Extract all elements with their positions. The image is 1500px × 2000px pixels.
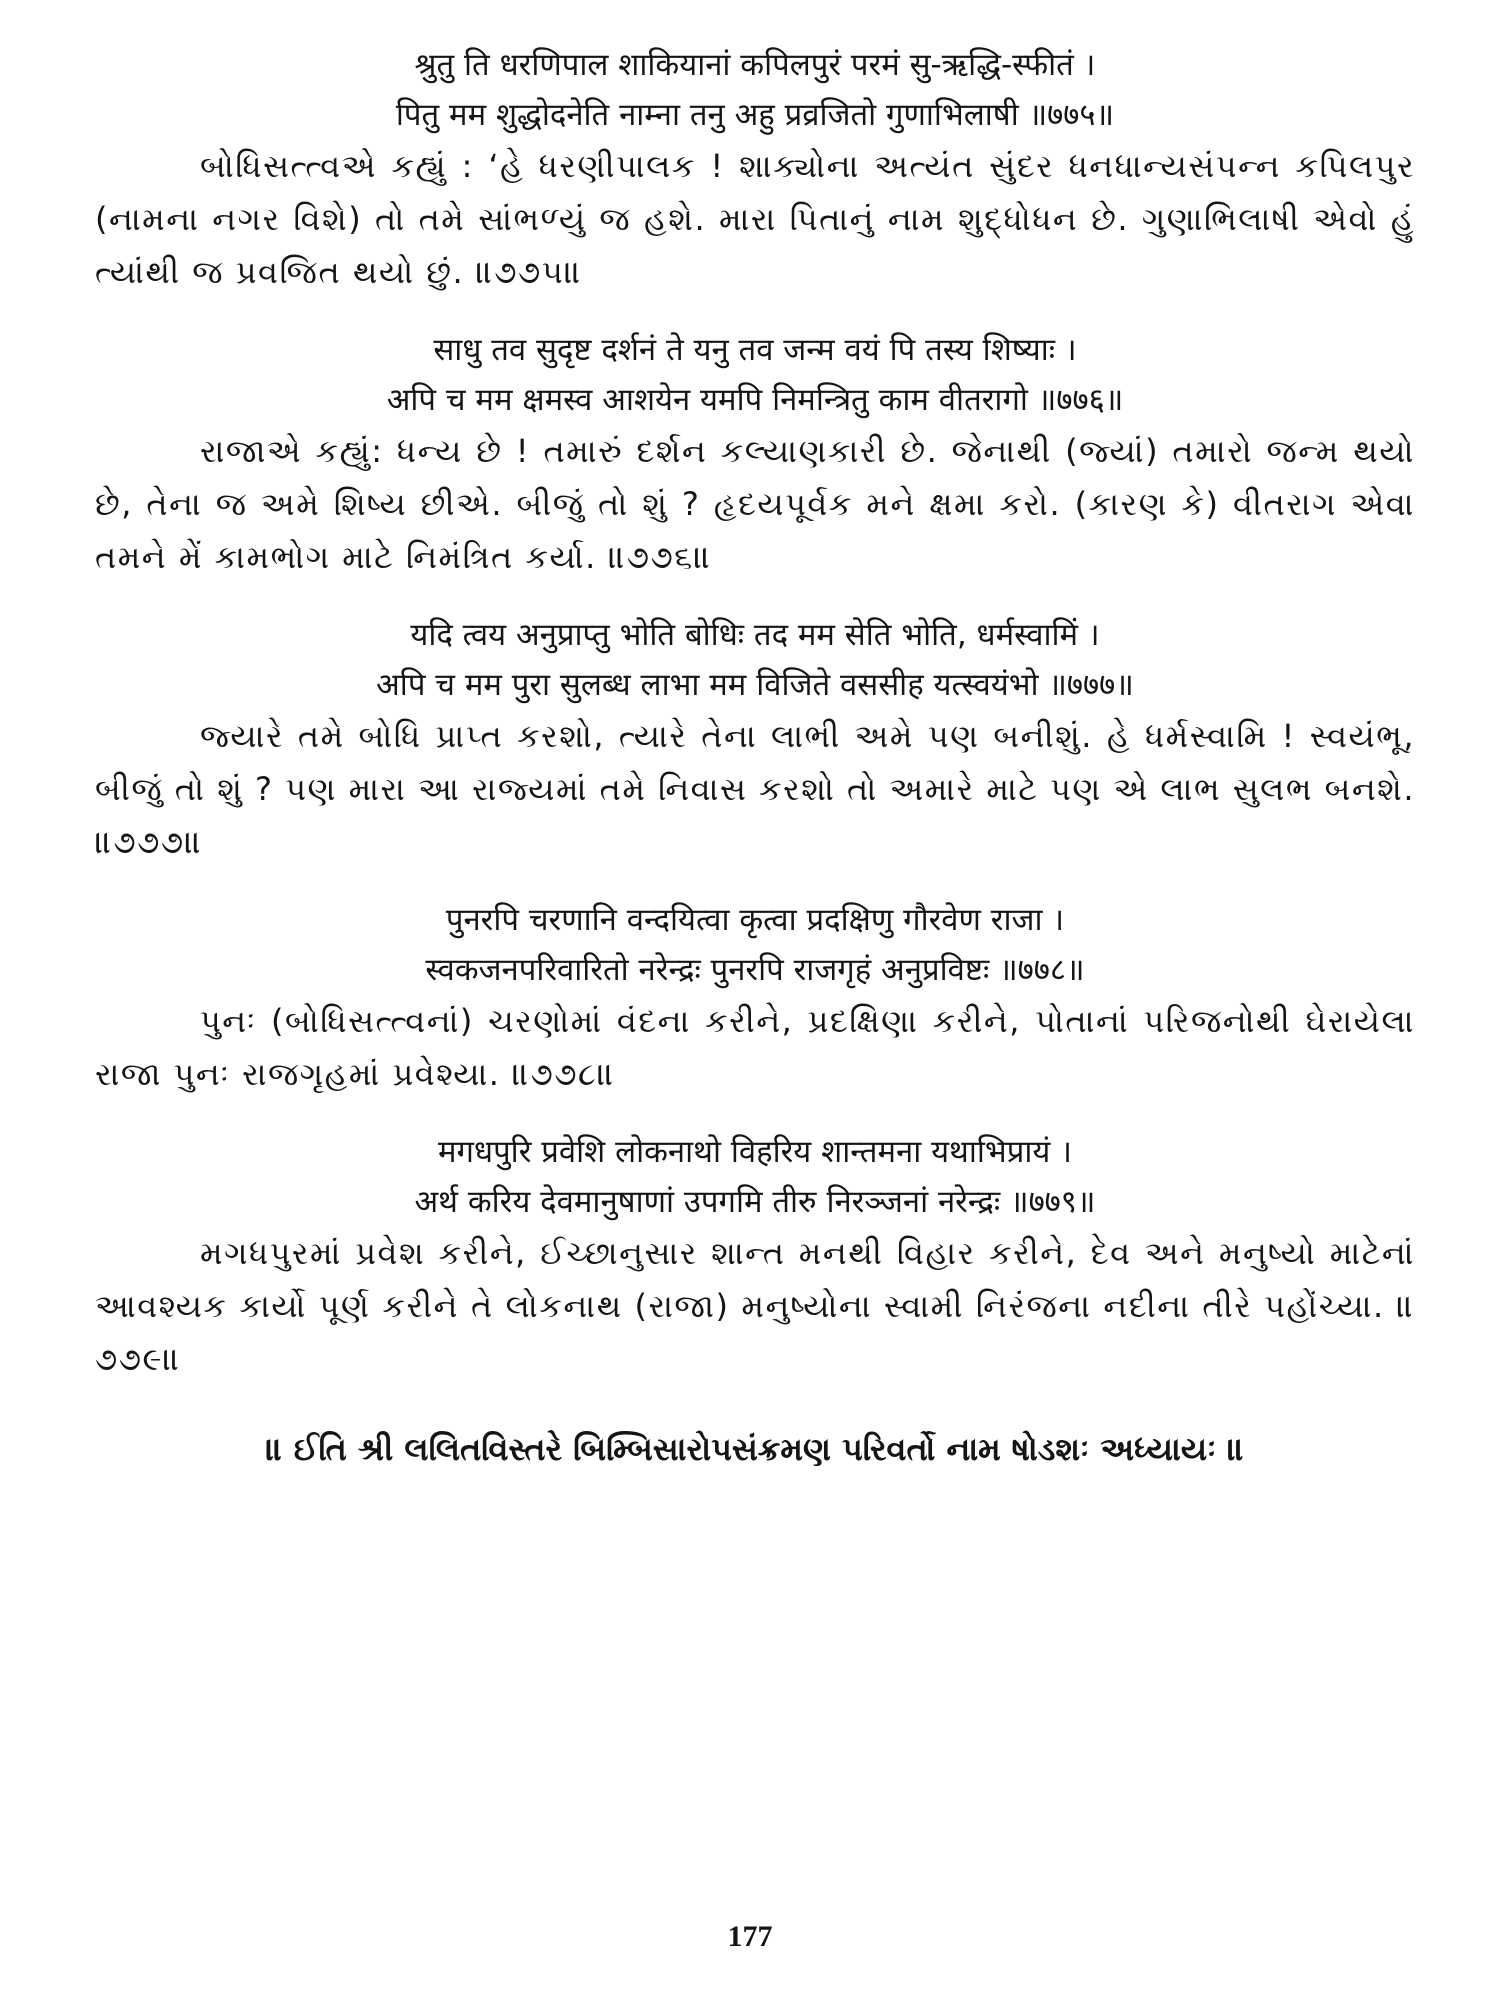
page-content (95, 40, 1415, 1469)
verse-line: मगधपुरि प्रवेशि लोकनाथो विहरिय शान्तमना यथाभिप्रायं । (438, 1134, 1072, 1170)
verse-block-779 (95, 1127, 1415, 1227)
translation-paragraph-779: મગધપુરમાં પ્રવેશ કરીને, ઈચ્છાનુસાર શાન્ત મનથી વિહાર કરીને, દેવ અને મનુષ્યો માટેનાં આવશ્યક કાર્યો પૂર્ણ કરીને તે લોકનાથ (રાજા) મનુષ્યોના સ્વામી નિરંજના નદીના તીરે પહોંચ્યા. ॥૭૭૯॥ (95, 1234, 1415, 1378)
verse-block-776 (95, 325, 1415, 425)
translation-paragraph-776: રાજાએ કહ્યું: ધન્ય છે ! તમારું દર્શન કલ્યાણકારી છે. જેનાથી (જ્યાં) તમારો જન્મ થયો છે, તેના જ અમે શિષ્ય છીએ. બીજું તો શું ? હૃદયપૂર્વક મને ક્ષમા કરો. (કારણ કે) વીતરાગ એવા તમને મેં કામભોગ માટે નિમંત્રિત કર્યા. ॥૭૭૬॥ (95, 432, 1415, 576)
translation-paragraph-775: બોધિસત્ત્વએ કહ્યું : ‘હે ધરણીપાલક ! શાક્યોના અત્યંત સુંદર ધનધાન્યસંપન્ન કપિલપુર (નામના નગર વિશે) તો તમે સાંભળ્યું જ હશે. મારા પિતાનું નામ શુદ્ધોધન છે. ગુણાભિલાષી એવો હું ત્યાંથી જ પ્રવજિત થયો છું. ॥૭૭૫॥ (95, 147, 1415, 291)
verse-line: अपि च मम क्षमस्व आशयेन यमपि निमन्त्रितु काम वीतरागो ॥७७६॥ (386, 382, 1124, 418)
verse-line: अपि च मम पुरा सुलब्ध लाभा मम विजिते वससीह यत्स्वयंभो ॥७७७॥ (376, 667, 1134, 703)
verse-block-775 (95, 40, 1415, 140)
verse-line: श्रुतु ति धरणिपाल शाकियानां कपिलपुरं परमं सु-ऋद्धि-स्फीतं । (414, 47, 1096, 83)
page-number: 177 (727, 1920, 773, 1953)
verse-line: अर्थ करिय देवमानुषाणां उपगमि तीरु निरञ्जनां नरेन्द्रः ॥७७९॥ (414, 1184, 1096, 1220)
verse-block-777 (95, 610, 1415, 710)
verse-line: पुनरपि चरणानि वन्दयित्वा कृत्वा प्रदक्षिणु गौरवेण राजा । (445, 902, 1065, 938)
verse-line: यदि त्वय अनुप्राप्तु भोति बोधिः तद मम सेति भोति, धर्मस्वामिं । (410, 617, 1100, 653)
chapter-closing-line: ॥ ઈતિ શ્રી લલિતવિસ્તરે બિમ્બિસારોપસંક્રમણ પરિવર્તો નામ ષોડશઃ અધ્યાયઃ ॥ (265, 1430, 1245, 1468)
verse-line: स्वकजनपरिवारितो नरेन्द्रः पुनरपि राजगृहं अनुप्रविष्टः ॥७७८॥ (425, 952, 1085, 988)
verse-block-778 (95, 895, 1415, 995)
translation-paragraph-777: જ્યારે તમે બોધિ પ્રાપ્ત કરશો, ત્યારે તેના લાભી અમે પણ બનીશું. હે ધર્મસ્વામિ ! સ્વયંભૂ, બીજું તો શું ? પણ મારા આ રાજ્યમાં તમે નિવાસ કરશો તો અમારે માટે પણ એ લાભ સુલભ બનશે. ॥૭૭૭॥ (95, 717, 1415, 861)
verse-line: साधु तव सुदृष्ट दर्शनं ते यनु तव जन्म वयं पि तस्य शिष्याः । (433, 332, 1077, 368)
translation-paragraph-778: પુનઃ (બોધિસત્ત્વનાં) ચરણોમાં વંદના કરીને, પ્રદક્ષિણા કરીને, પોતાનાં પરિજનોથી ઘેરાયેલા રાજા પુનઃ રાજગૃહમાં પ્રવેશ્યા. ॥૭૭૮॥ (95, 1002, 1415, 1093)
verse-line: पितु मम शुद्धोदनेति नाम्ना तनु अहु प्रव्रजितो गुणाभिलाषी ॥७७५॥ (395, 97, 1115, 133)
